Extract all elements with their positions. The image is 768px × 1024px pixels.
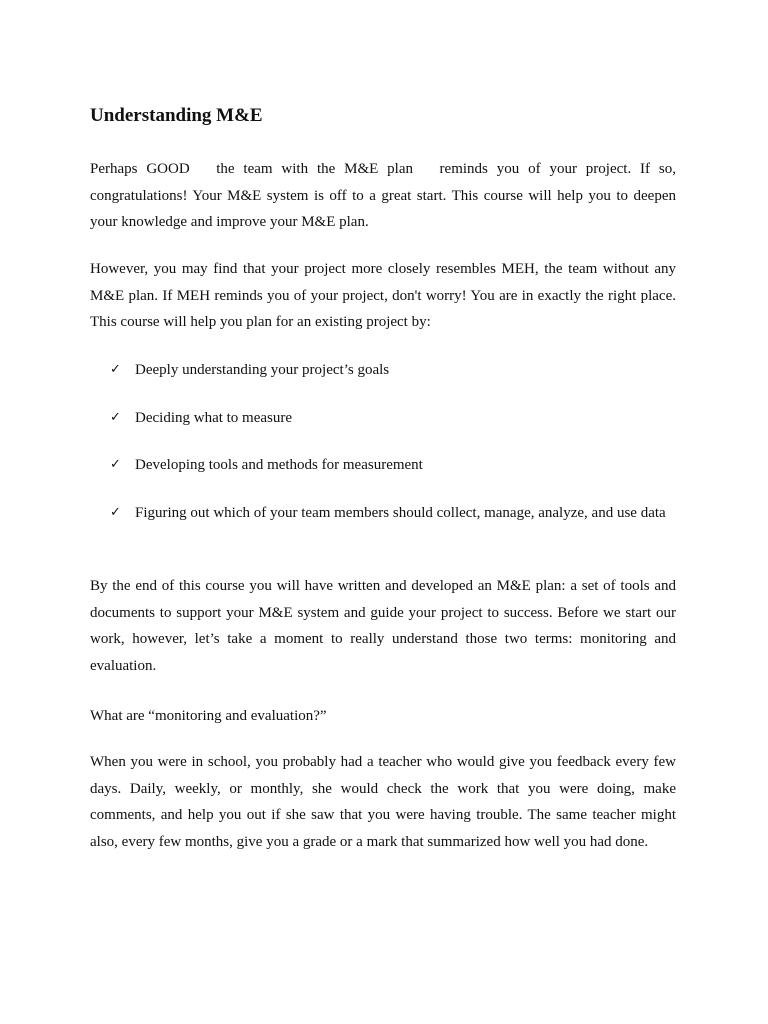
checklist-item [110, 500, 676, 526]
intro-paragraph: Perhaps GOOD the team with the M&E plan reminds you of your project. If so, congratulations! Your M&E system is off to a great start. This course will help you to deepen your knowledge and improve your M&E plan. [90, 161, 676, 230]
page-title: Understanding M&E [90, 105, 263, 126]
checklist-item-text: Deeply understanding your project’s goals [135, 362, 390, 378]
section-question: What are “monitoring and evaluation?” [90, 708, 327, 724]
course-outcome-paragraph: By the end of this course you will have written and developed an M&E plan: a set of tools and documents to support your M&E system and guide your project to success. Before we start our work, however, let’s take a moment to really understand those two terms: monitoring and evaluation. [90, 578, 676, 674]
check-mark-icon: ✓ [110, 457, 121, 472]
meh-paragraph: However, you may find that your project more closely resembles MEH, the team without any M&E plan. If MEH reminds you of your project, don't worry! You are in exactly the right place. This course will help you plan for an existing project by: [90, 261, 676, 330]
checklist-item [110, 357, 676, 383]
check-mark-icon: ✓ [110, 505, 121, 520]
check-mark-icon: ✓ [110, 410, 121, 425]
checklist-item [110, 405, 676, 431]
check-mark-icon: ✓ [110, 362, 121, 377]
checklist-item [110, 452, 676, 478]
checklist-item-text: Developing tools and methods for measurement [135, 457, 423, 473]
checklist-item-text: Deciding what to measure [135, 410, 293, 426]
checklist-item-text: Figuring out which of your team members should collect, manage, analyze, and use data [135, 505, 666, 521]
teacher-analogy-paragraph: When you were in school, you probably had a teacher who would give you feedback every few days. Daily, weekly, or monthly, she would check the work that you were doing, make comments, and help you out if she saw that you were having trouble. The same teacher might also, every few months, give you a grade or a mark that summarized how well you had done. [90, 754, 676, 850]
